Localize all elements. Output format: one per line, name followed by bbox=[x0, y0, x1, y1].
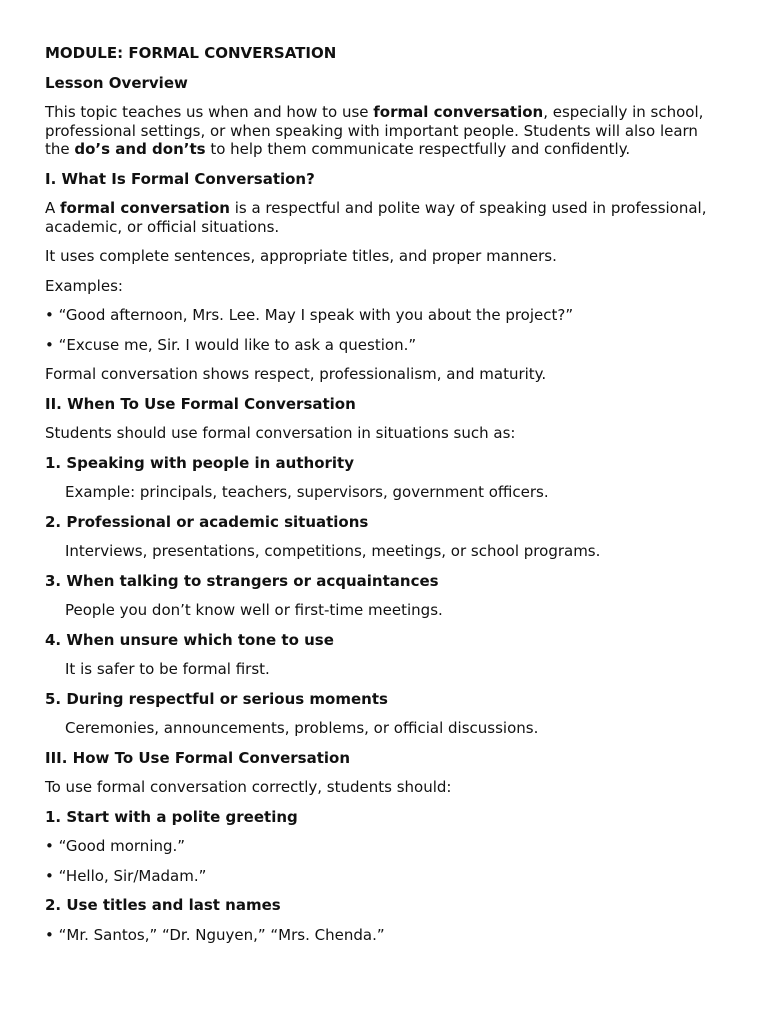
situation-detail: People you don’t know well or first-time meetings. bbox=[65, 601, 443, 619]
overview-text-3: to help them communicate respectfully and confidently. bbox=[205, 140, 631, 158]
situation-title: 1. Speaking with people in authority bbox=[45, 453, 354, 472]
overview-heading: Lesson Overview bbox=[45, 73, 188, 92]
situation-detail: It is safer to be formal first. bbox=[65, 660, 270, 678]
section1-heading: I. What Is Formal Conversation? bbox=[45, 169, 315, 188]
section2-heading: II. When To Use Formal Conversation bbox=[45, 394, 356, 413]
overview-text-1: This topic teaches us when and how to use bbox=[45, 103, 374, 121]
document-title: MODULE: FORMAL CONVERSATION bbox=[45, 44, 337, 62]
overview-bold-2: do’s and don’ts bbox=[74, 140, 206, 158]
situation-title: 2. Professional or academic situations bbox=[45, 512, 369, 531]
section3-heading: III. How To Use Formal Conversation bbox=[45, 748, 351, 767]
step-bullet: • “Mr. Santos,” “Dr. Nguyen,” “Mrs. Chenda.” bbox=[45, 925, 385, 944]
step-bullet: • “Good morning.” bbox=[45, 837, 186, 855]
section2-intro: Students should use formal conversation in situations such as: bbox=[45, 424, 516, 442]
example-bullet: • “Excuse me, Sir. I would like to ask a question.” bbox=[45, 335, 417, 354]
section3-intro: To use formal conversation correctly, students should: bbox=[45, 778, 452, 796]
situation-title: 4. When unsure which tone to use bbox=[45, 630, 334, 649]
situation-title: 3. When talking to strangers or acquaintances bbox=[45, 571, 439, 590]
situation-title: 5. During respectful or serious moments bbox=[45, 689, 388, 708]
step-title: 2. Use titles and last names bbox=[45, 896, 281, 914]
examples-label: Examples: bbox=[45, 276, 123, 295]
definition-text-1: A bbox=[45, 199, 61, 217]
definition-bold: formal conversation bbox=[60, 199, 230, 217]
step-bullet: • “Hello, Sir/Madam.” bbox=[45, 866, 207, 885]
definition-paragraph bbox=[45, 199, 723, 236]
overview-bold-1: formal conversation bbox=[373, 103, 544, 121]
definition-text-2: is a respectful and polite way of speaking used in professional, academic, or official situations. bbox=[45, 199, 707, 236]
uses-paragraph: It uses complete sentences, appropriate titles, and proper manners. bbox=[45, 247, 557, 265]
situation-detail: Interviews, presentations, competitions, meetings, or school programs. bbox=[65, 542, 601, 560]
step-title: 1. Start with a polite greeting bbox=[45, 807, 298, 826]
example-bullet: • “Good afternoon, Mrs. Lee. May I speak with you about the project?” bbox=[45, 306, 574, 324]
situation-detail: Example: principals, teachers, supervisors, government officers. bbox=[65, 483, 549, 501]
overview-text-2: , especially in school, professional settings, or when speaking with important people. Students will also learn the bbox=[45, 103, 704, 158]
overview-paragraph bbox=[45, 103, 723, 159]
situation-detail: Ceremonies, announcements, problems, or official discussions. bbox=[65, 719, 539, 737]
section1-closing: Formal conversation shows respect, professionalism, and maturity. bbox=[45, 365, 547, 383]
